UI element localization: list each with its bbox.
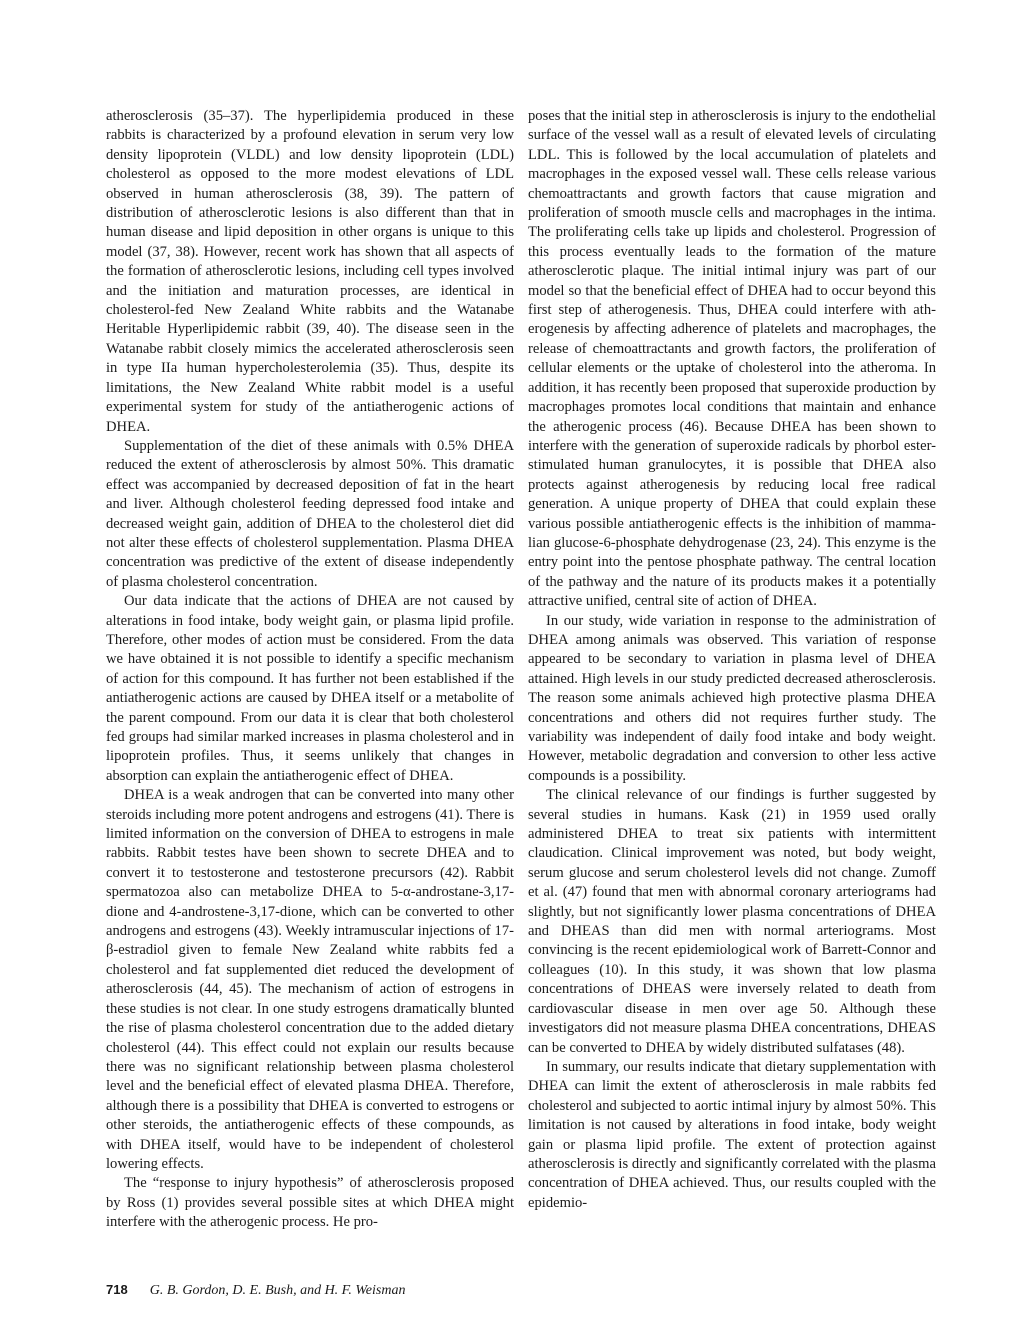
paragraph-continued: atherosclerosis (35–37). The hyperlipidemia produced in these rabbits is characterized by a profound elevation in serum very low density lipoprotein (VLDL) and low density lipoprotein (LDL) cholesterol as opposed to the more modest elevations of LDL observed in human atherosclerosis (38, 39). The pattern of distribution of atherosclerotic lesions is also different than that in human disease and lipid deposition in other organs is unique to this model (37, 38). However, recent work has shown that all aspects of the formation of atherosclerotic lesions, including cell types involved and the initiation and maturation processes, are identical in cholesterol-fed New Zealand White rabbits and the Watanabe Heritable Hyperlipidemic rabbit (39, 40). The disease seen in the Watanabe rabbit closely mimics the accelerated atherosclerosis seen in type IIa human hypercholesterolemia (35). Thus, despite its limitations, the New Zealand White rabbit model is a useful experimental system for study of the antiatherogenic actions of DHEA. [106, 108, 514, 435]
paragraph-variation-in-response: In our study, wide variation in response to the administration of DHEA among animals was observed. This variation of response appeared to be secondary to variation in plasma level of DHEA attained. High levels in our study predicted decreased atherosclerosis. The reason some animals achieved high protective plasma DHEA concentrations and others did not requires further study. The variability was independent of daily food intake and body weight. However, metabolic degradation and conversion to other less active compounds is a possibility. [528, 612, 936, 784]
left-text-column [106, 107, 514, 1233]
paragraph-ross-hypothesis-continued: poses that the initial step in atherosclerosis is injury to the endothelial surface of the vessel wall as a result of elevated levels of circulating LDL. This is followed by the local accumulation of platelets and macrophages in the exposed vessel wall. These cells release various chemoattractants and growth factors that cause migration and proliferation of smooth muscle cells and macrophages in the intima. The proliferating cells take up lipids and cholesterol. Progression of this process eventually leads to the formation of the mature atherosclerotic plaque. The initial intimal injury was part of our model so that the beneficial effect of DHEA had to occur beyond this first step of atherogenesis. Thus, DHEA could interfere with atherogenesis by affecting adherence of platelets and macrophages, the release of chemoattractants and growth factors, the proliferation of cellular elements or the uptake of cholesterol into the atheroma. In addition, it has recently been proposed that superoxide production by macrophages promotes local conditions that maintain and enhance the atherogenic process (46). Because DHEA has been shown to interfere with the generation of superoxide radicals by phorbol ester-stimulated human granulocytes, it is possible that DHEA also protects against atherogenesis by reducing local free radical generation. A unique property of DHEA that could explain these various possible antiatherogenic effects is the inhibition of mammalian glucose-6-phosphate dehydrogenase (23, 24). This enzyme is the entry point into the pentose phosphate pathway. The central location of the pathway and the nature of its products makes it a potentially attractive unified, central site of action of DHEA. [528, 108, 936, 610]
page-footer [106, 1281, 405, 1300]
paragraph-response-to-injury: The “response to injury hypothesis” of atherosclerosis proposed by Ross (1) provides several possible sites at which DHEA might interfere with the atherogenic process. He pro- [106, 1175, 514, 1231]
paragraph-summary: In summary, our results indicate that dietary supplementation with DHEA can limit the extent of atherosclerosis in male rabbits fed cholesterol and subjected to aortic intimal injury by almost 50%. This limitation is not caused by alterations in food intake, body weight gain or plasma lipid profile. The extent of protection against atherosclerosis is directly and significantly correlated with the plasma concentration of DHEA achieved. Thus, our results coupled with the epidemio- [528, 1058, 936, 1211]
paragraph-dhea-supplementation: Supplementation of the diet of these animals with 0.5% DHEA reduced the extent of atherosclerosis by almost 50%. This dramatic effect was accompanied by decreased deposition of fat in the heart and liver. Although cholesterol feeding depressed food intake and decreased weight gain, addition of DHEA to the cholesterol diet did not alter these effects of cholesterol supplementation. Plasma DHEA concentration was predictive of the extent of disease independently of plasma cholesterol concentration. [106, 437, 514, 590]
page-number: 718 [106, 1282, 128, 1297]
right-text-column [528, 107, 936, 1213]
paragraph-clinical-relevance: The clinical relevance of our findings is further suggested by several studies in humans. Kask (21) in 1959 used orally administered DHEA to treat six patients with intermittent claudication. Clinical improvement was noted, but body weight, serum glucose and serum cholesterol levels did not change. Zumoff et al. (47) found that men with abnormal coronary arteriograms had slightly, but not significantly lower plasma concentrations of DHEA and DHEAS than did men with normal arteriograms. Most convincing is the recent epidemiological work of Barrett-Connor and colleagues (10). In this study, it was shown that low plasma concentrations of DHEAS were inversely related to death from cardiovascular disease in men over age 50. Although these investigators did not measure plasma DHEA concentrations, DHEAS can be converted to DHEA by widely distributed sulfatases (48). [528, 787, 936, 1056]
paragraph-mechanism-data: Our data indicate that the actions of DHEA are not caused by alterations in food intake, body weight gain, or plasma lipid profile. Therefore, other modes of action must be considered. From the data we have obtained it is not possible to identify a specific mechanism of action for this compound. It has further not been established if the antiatherogenic actions are caused by DHEA itself or a metabolite of the parent compound. From our data it is clear that both cholesterol fed groups had similar marked increases in plasma cholesterol and in lipoprotein profiles. Thus, it seems unlikely that changes in absorption can explain the antiatherogenic effect of DHEA. [106, 593, 514, 784]
paragraph-weak-androgen: DHEA is a weak androgen that can be converted into many other steroids including more potent androgens and estrogens (41). There is limited information on the conversion of DHEA to estrogens in male rabbits. Rabbit testes have been shown to secrete DHEA and to convert it to testosterone and testosterone precursors (42). Rabbit spermatozoa also can metabolize DHEA to 5-α-androstane-3,17-dione and 4-androstene-3,17-dione, which can be converted to other androgens and estrogens (43). Weekly intramuscular injections of 17-β-estradiol given to female New Zealand white rabbits fed a cholesterol and fat supplemented diet reduced the development of atherosclerosis (44, 45). The mechanism of action of estrogens in these studies is not clear. In one study estrogens dramatically blunted the rise of plasma cholesterol concentration due to the added dietary cholesterol (44). This effect could not explain our results because there was no significant relationship between plasma cholesterol level and the beneficial effect of elevated plasma DHEA. Therefore, although there is a possibility that DHEA is converted to estrogens or other steroids, the antiatherogenic effects of these compounds, as with DHEA itself, would have to be independent of cholesterol lowering effects. [106, 787, 514, 1172]
running-authors: G. B. Gordon, D. E. Bush, and H. F. Weisman [149, 1283, 406, 1298]
